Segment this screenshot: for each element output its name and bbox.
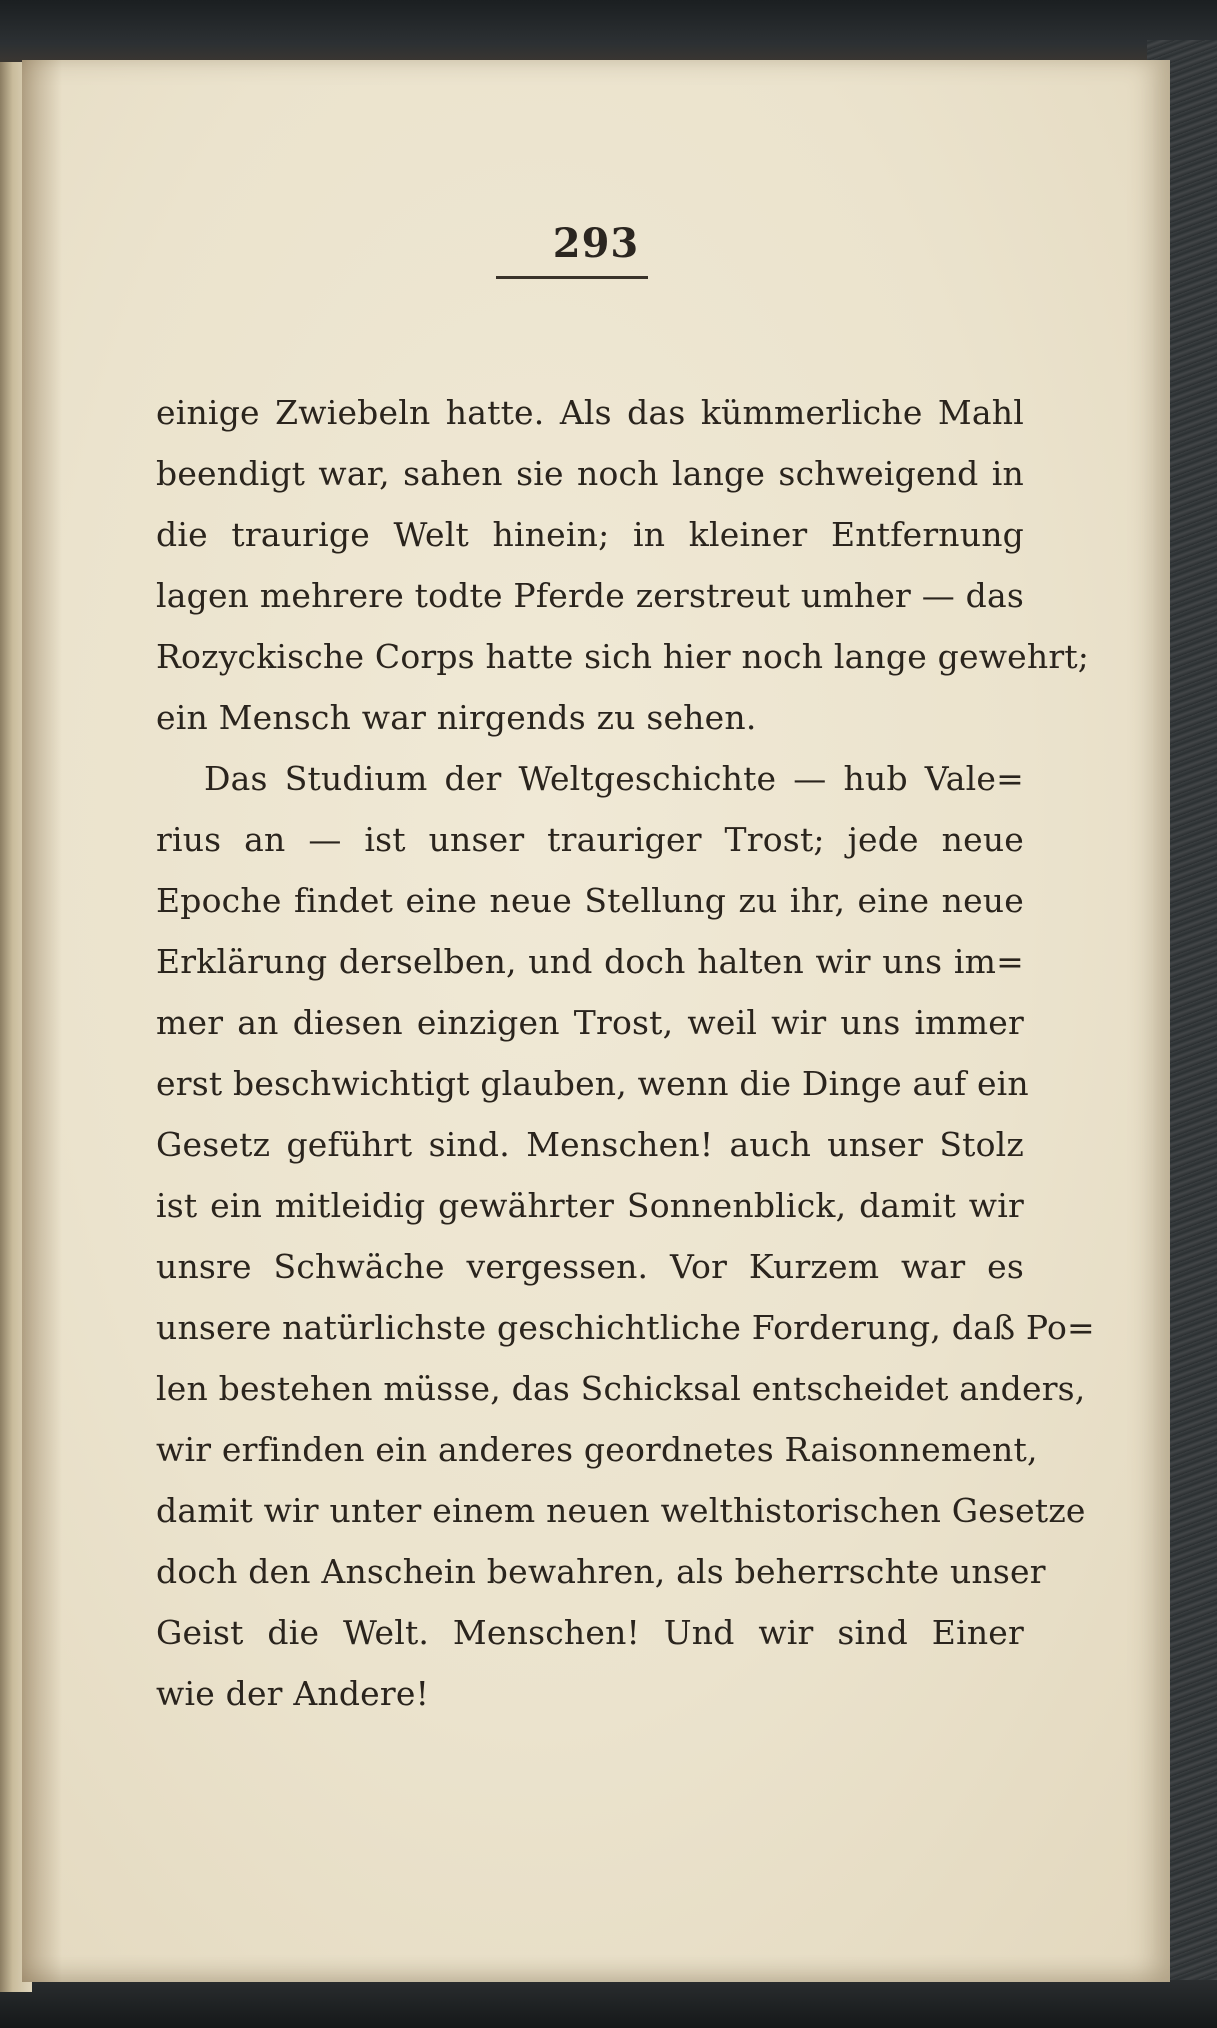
header-rule <box>496 276 648 279</box>
text-line: mer an diesen einzigen Trost, weil wir uns immer <box>156 1003 1024 1042</box>
text-line: ein Mensch war nirgends zu sehen. <box>156 698 757 737</box>
text-line: ist ein mitleidig gewährter Sonnenblick, damit wir <box>156 1186 1024 1225</box>
text-line: beendigt war, sahen sie noch lange schweigend in <box>156 454 1024 493</box>
text-line: Gesetz geführt sind. Menschen! auch unser Stolz <box>156 1125 1024 1164</box>
paragraph-2 <box>156 748 1095 1724</box>
book-page <box>22 60 1170 1982</box>
text-line: unsere natürlichste geschichtliche Forderung, daß Po= <box>156 1308 1095 1347</box>
book-cover-top <box>0 0 1217 62</box>
text-line: lagen mehrere todte Pferde zerstreut umher — das <box>156 576 1024 615</box>
page-number: 293 <box>552 220 640 267</box>
text-line: Erklärung derselben, und doch halten wir uns im= <box>156 942 1024 981</box>
text-line: wir erfinden ein anderes geordnetes Raisonnement, <box>156 1430 1038 1469</box>
text-line: len bestehen müsse, das Schicksal entscheidet anders, <box>156 1369 1086 1408</box>
body-text <box>156 382 1095 1724</box>
paragraph-1 <box>156 382 1090 748</box>
text-line: Geist die Welt. Menschen! Und wir sind Einer <box>156 1613 1024 1652</box>
text-line: erst beschwichtigt glauben, wenn die Dinge auf ein <box>156 1064 1029 1103</box>
text-line: Rozyckische Corps hatte sich hier noch lange gewehrt; <box>156 637 1090 676</box>
text-line: doch den Anschein bewahren, als beherrschte unser <box>156 1552 1046 1591</box>
text-line: Epoche findet eine neue Stellung zu ihr, eine neue <box>156 881 1024 920</box>
text-line: unsre Schwäche vergessen. Vor Kurzem war es <box>156 1247 1024 1286</box>
page-gutter-shadow <box>22 60 62 1982</box>
book-cover-bottom <box>0 1980 1217 2028</box>
text-line: Das Studium der Weltgeschichte — hub Vale= <box>204 759 1024 798</box>
text-line: damit wir unter einem neuen welthistorischen Gesetze <box>156 1491 1086 1530</box>
text-line: wie der Andere! <box>156 1674 430 1713</box>
text-line: rius an — ist unser trauriger Trost; jede neue <box>156 820 1024 859</box>
text-line: die traurige Welt hinein; in kleiner Entfernung <box>156 515 1024 554</box>
text-line: einige Zwiebeln hatte. Als das kümmerliche Mahl <box>156 393 1024 432</box>
